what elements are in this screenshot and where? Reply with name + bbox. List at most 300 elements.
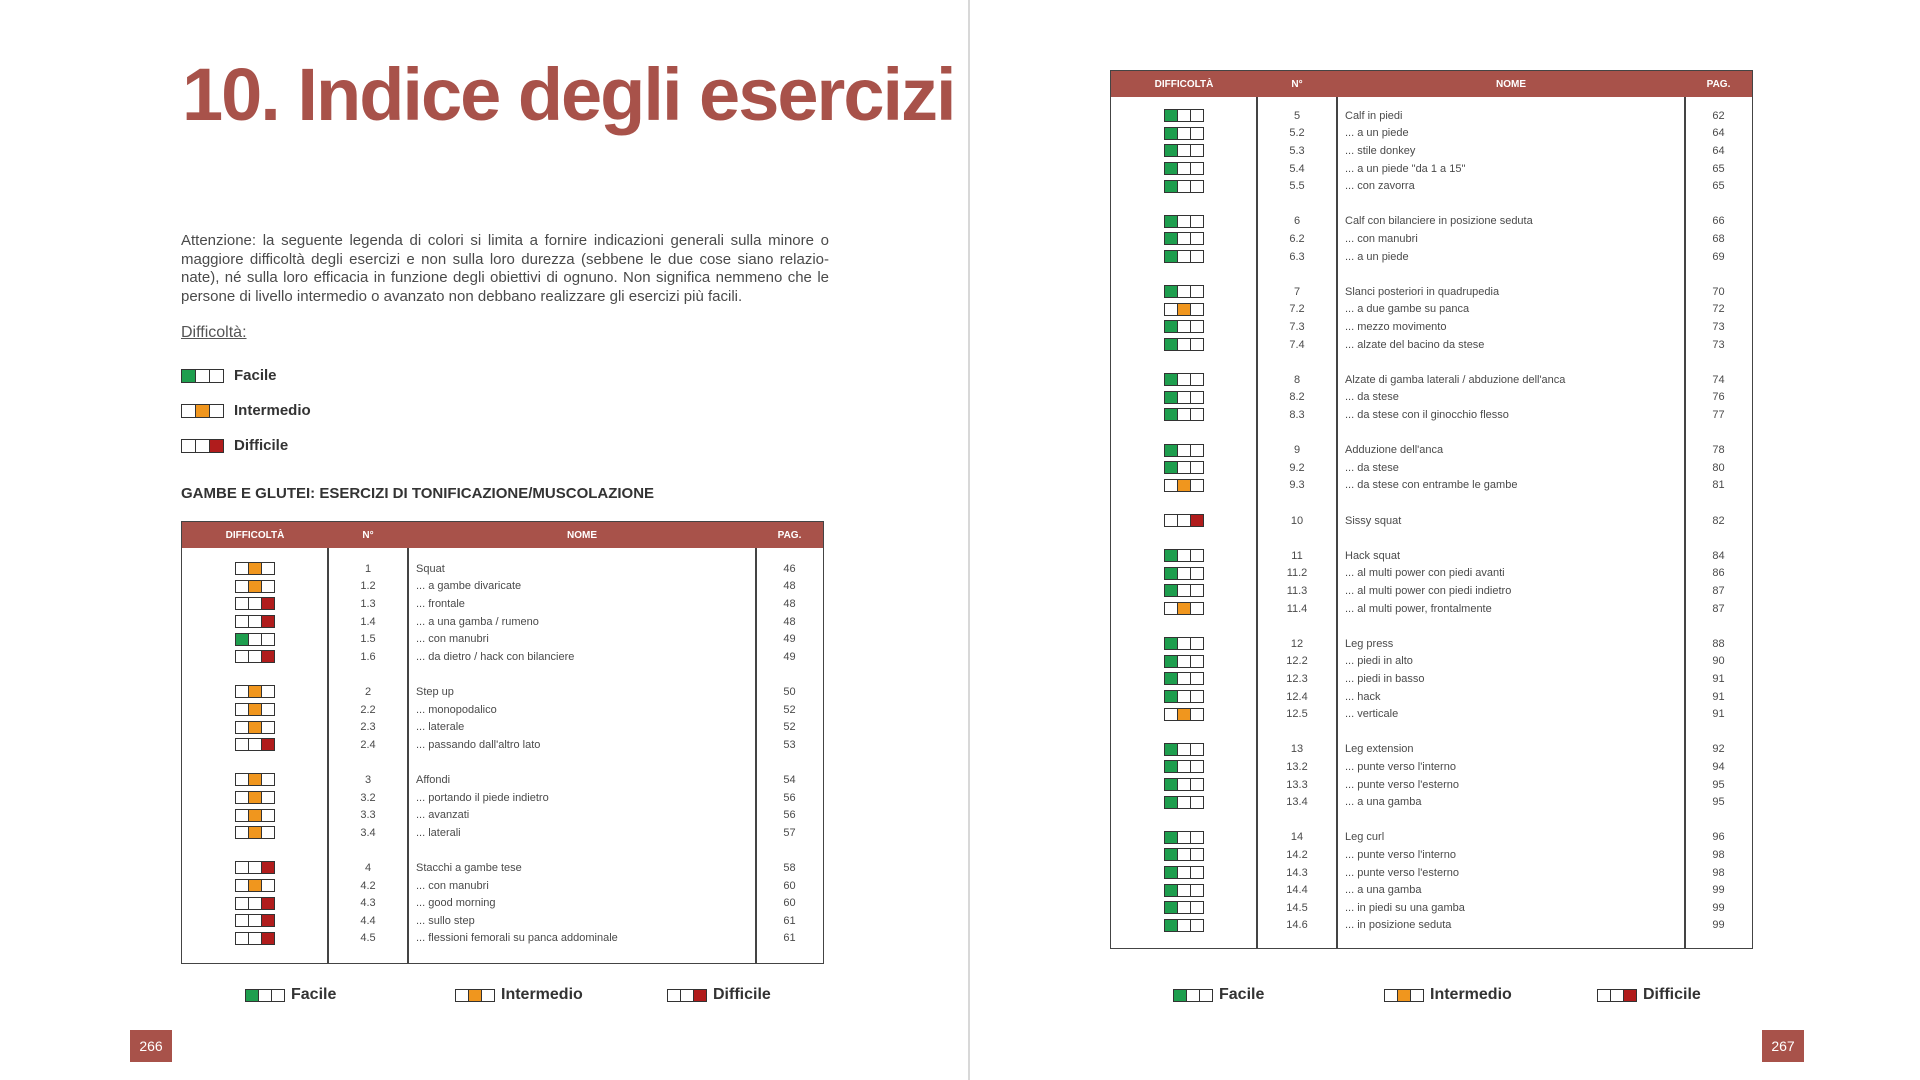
exercise-name: ... da stese	[1345, 461, 1399, 474]
difficulty-cell	[1111, 408, 1257, 421]
table-row	[1111, 600, 1752, 618]
difficulty-indicator	[1164, 444, 1204, 457]
difficulty-indicator	[235, 861, 275, 874]
table-header	[182, 522, 823, 548]
exercise-number: 6.3	[1289, 250, 1305, 263]
difficulty-indicator	[1164, 461, 1204, 474]
table-row	[182, 930, 823, 948]
difficulty-cell	[1111, 285, 1257, 298]
exercise-number: 13.2	[1286, 760, 1308, 773]
exercise-number: 5.3	[1289, 144, 1305, 157]
exercise-name: ... avanzati	[416, 809, 470, 822]
exercise-number: 12.4	[1286, 690, 1308, 703]
exercise-name: ... alzate del bacino da stese	[1345, 338, 1485, 351]
exercise-number: 1	[364, 562, 372, 575]
difficulty-cell	[1111, 479, 1257, 492]
exercise-page: 99	[1712, 884, 1725, 897]
table-row	[1111, 142, 1752, 160]
bottom-legend-intermedio-left	[455, 986, 583, 1004]
page-number-right: 267	[1762, 1030, 1804, 1062]
difficulty-cell	[182, 633, 328, 646]
table-row	[182, 771, 823, 789]
difficulty-cell	[182, 562, 328, 575]
table-row	[1111, 793, 1752, 811]
exercise-name: ... a un piede	[1345, 250, 1409, 263]
difficulty-cell	[182, 897, 328, 910]
difficulty-cell	[1111, 391, 1257, 404]
difficulty-indicator	[1164, 320, 1204, 333]
exercise-name: ... da stese	[1345, 391, 1399, 404]
difficulty-cell	[182, 791, 328, 804]
difficulty-cell	[1111, 250, 1257, 263]
intro-paragraph: Attenzione: la seguente legenda di colori si limita a fornire indicazioni generali sulla minore o maggiore difficoltà degli esercizi e non sulla loro durezza (sebbene le due cose siano relazio-nate), né sulla loro efficacia in funzione degli obiettivi di ognuno. Non significa nemmeno che le persone di livello intermedio o avanzato non debbano realizzare gli esercizi più facili.	[181, 232, 829, 305]
exercise-name: ... passando dall'altro lato	[416, 738, 541, 751]
exercise-page: 50	[783, 685, 796, 698]
exercise-page: 62	[1712, 109, 1725, 122]
header-difficulty: DIFFICOLTÀ	[1154, 78, 1214, 90]
exercise-number: 6.2	[1289, 232, 1305, 245]
header-page: PAG.	[777, 529, 802, 541]
table-row	[1111, 406, 1752, 424]
difficulty-indicator	[1164, 391, 1204, 404]
exercise-page: 98	[1712, 848, 1725, 861]
exercise-name: ... sullo step	[416, 914, 475, 927]
difficulty-indicator	[1164, 303, 1204, 316]
exercise-number: 11.2	[1286, 567, 1308, 580]
exercise-name: ... good morning	[416, 897, 496, 910]
exercise-page: 61	[783, 914, 796, 927]
difficulty-indicator	[235, 897, 275, 910]
exercise-number: 7.4	[1289, 338, 1305, 351]
exercise-name: Leg curl	[1345, 831, 1385, 844]
exercise-name: ... a una gamba	[1345, 796, 1422, 809]
table-row	[1111, 107, 1752, 125]
exercise-number: 1.2	[360, 580, 376, 593]
exercise-number: 14	[1290, 831, 1304, 844]
difficulty-indicator	[235, 738, 275, 751]
difficulty-cell	[182, 861, 328, 874]
difficulty-cell	[1111, 303, 1257, 316]
exercise-name: ... al multi power con piedi avanti	[1345, 567, 1505, 580]
exercise-page: 57	[783, 826, 796, 839]
table-row	[1111, 582, 1752, 600]
table-row	[182, 877, 823, 895]
exercise-page: 88	[1712, 637, 1725, 650]
table-row	[1111, 758, 1752, 776]
exercise-name: Calf con bilanciere in posizione seduta	[1345, 215, 1533, 228]
table-row	[1111, 670, 1752, 688]
difficulty-cell	[182, 703, 328, 716]
difficulty-cell	[1111, 215, 1257, 228]
difficulty-indicator	[235, 914, 275, 927]
difficulty-cell	[182, 738, 328, 751]
difficulty-cell	[182, 685, 328, 698]
exercise-name: Leg press	[1345, 637, 1394, 650]
table-row	[182, 683, 823, 701]
difficulty-indicator	[1164, 144, 1204, 157]
exercise-number: 3	[364, 773, 372, 786]
table-header	[1111, 71, 1752, 97]
exercise-number: 1.5	[360, 633, 376, 646]
exercise-page: 99	[1712, 919, 1725, 932]
exercise-number: 7.3	[1289, 320, 1305, 333]
exercise-page: 46	[783, 562, 796, 575]
exercise-name: Hack squat	[1345, 549, 1401, 562]
exercise-name: ... con manubri	[416, 879, 489, 892]
difficulty-cell	[1111, 778, 1257, 791]
difficulty-cell	[182, 914, 328, 927]
difficulty-indicator	[1164, 602, 1204, 615]
difficulty-indicator	[1164, 760, 1204, 773]
difficulty-indicator	[1164, 250, 1204, 263]
header-number: N°	[1291, 78, 1303, 90]
exercise-number: 4.5	[360, 932, 376, 945]
exercise-name: ... hack	[1345, 690, 1381, 703]
table-row	[1111, 336, 1752, 354]
difficulty-indicator	[235, 826, 275, 839]
exercise-page: 64	[1712, 127, 1725, 140]
exercise-page: 48	[783, 615, 796, 628]
difficulty-cell	[1111, 162, 1257, 175]
exercise-name: ... da stese con il ginocchio flesso	[1345, 408, 1509, 421]
exercise-page: 66	[1712, 215, 1725, 228]
exercise-page: 81	[1712, 479, 1725, 492]
exercise-name: ... a due gambe su panca	[1345, 303, 1470, 316]
legend-label: Intermedio	[501, 986, 583, 1003]
exercise-name: ... a un piede	[1345, 127, 1409, 140]
difficulty-cell	[182, 597, 328, 610]
table-row	[182, 736, 823, 754]
table-row	[182, 648, 823, 666]
legend-label: Difficile	[1643, 986, 1701, 1003]
difficulty-indicator	[1164, 373, 1204, 386]
difficulty-indicator	[235, 580, 275, 593]
exercise-number: 13.4	[1286, 796, 1308, 809]
exercise-number: 12.3	[1286, 672, 1308, 685]
page-title: 10. Indice degli esercizi	[182, 53, 955, 136]
exercise-page: 77	[1712, 408, 1725, 421]
legend-item-intermedio	[181, 393, 311, 428]
table-row	[1111, 125, 1752, 143]
exercise-number: 3.3	[360, 809, 376, 822]
exercise-page: 54	[783, 773, 796, 786]
difficulty-indicator	[1164, 285, 1204, 298]
exercise-name: Squat	[416, 562, 445, 575]
exercise-name: ... da dietro / hack con bilanciere	[416, 650, 575, 663]
table-row	[1111, 230, 1752, 248]
difficulty-indicator	[245, 989, 285, 1002]
exercise-name: ... mezzo movimento	[1345, 320, 1447, 333]
exercise-page: 52	[783, 703, 796, 716]
exercise-name: Alzate di gamba laterali / abduzione dell'anca	[1345, 373, 1566, 386]
table-row	[1111, 881, 1752, 899]
difficulty-indicator	[235, 721, 275, 734]
exercise-number: 8	[1293, 373, 1301, 386]
difficulty-cell	[1111, 444, 1257, 457]
exercise-number: 13	[1290, 743, 1304, 756]
exercise-number: 12	[1290, 637, 1304, 650]
exercise-page: 73	[1712, 320, 1725, 333]
exercise-number: 2.2	[360, 703, 376, 716]
exercise-page: 52	[783, 721, 796, 734]
exercise-name: ... con manubri	[1345, 232, 1418, 245]
exercise-number: 2.4	[360, 738, 376, 751]
exercise-name: Slanci posteriori in quadrupedia	[1345, 285, 1500, 298]
exercise-page: 80	[1712, 461, 1725, 474]
exercise-name: ... verticale	[1345, 708, 1399, 721]
difficulty-cell	[182, 650, 328, 663]
exercise-page: 65	[1712, 180, 1725, 193]
exercise-number: 3.4	[360, 826, 376, 839]
exercise-name: Adduzione dell'anca	[1345, 444, 1444, 457]
exercise-page: 87	[1712, 584, 1725, 597]
exercise-number: 10	[1290, 514, 1304, 527]
section-title: GAMBE E GLUTEI: ESERCIZI DI TONIFICAZIONE/MUSCOLAZIONE	[181, 485, 655, 502]
difficulty-cell	[1111, 901, 1257, 914]
difficulty-indicator	[1164, 180, 1204, 193]
difficulty-indicator	[1164, 338, 1204, 351]
exercise-name: ... punte verso l'interno	[1345, 848, 1456, 861]
exercise-name: ... con zavorra	[1345, 180, 1415, 193]
difficulty-indicator	[1384, 989, 1424, 1002]
exercise-page: 91	[1712, 690, 1725, 703]
table-row	[1111, 864, 1752, 882]
exercise-page: 84	[1712, 549, 1725, 562]
table-row	[1111, 389, 1752, 407]
bottom-legend-intermedio-right	[1384, 986, 1512, 1004]
table-row	[1111, 301, 1752, 319]
difficulty-indicator	[1164, 901, 1204, 914]
difficulty-cell	[1111, 602, 1257, 615]
difficulty-indicator	[1164, 690, 1204, 703]
exercise-name: Step up	[416, 685, 454, 698]
exercise-page: 94	[1712, 760, 1725, 773]
difficulty-indicator	[235, 633, 275, 646]
legend-label: Facile	[234, 367, 277, 384]
exercise-number: 14.4	[1286, 884, 1308, 897]
difficulty-cell	[1111, 919, 1257, 932]
exercise-page: 49	[783, 633, 796, 646]
exercise-number: 1.4	[360, 615, 376, 628]
exercise-page: 56	[783, 809, 796, 822]
exercise-number: 12.2	[1286, 655, 1308, 668]
difficulty-heading: Difficoltà:	[181, 324, 247, 341]
exercise-page: 49	[783, 650, 796, 663]
difficulty-cell	[1111, 320, 1257, 333]
exercise-name: ... portando il piede indietro	[416, 791, 549, 804]
difficulty-indicator	[1164, 708, 1204, 721]
exercise-name: ... punte verso l'interno	[1345, 760, 1456, 773]
difficulty-indicator	[1164, 584, 1204, 597]
exercise-name: Affondi	[416, 773, 451, 786]
exercise-table-right	[1110, 70, 1753, 949]
exercise-number: 5.5	[1289, 180, 1305, 193]
exercise-page: 91	[1712, 672, 1725, 685]
exercise-number: 12.5	[1286, 708, 1308, 721]
difficulty-cell	[1111, 373, 1257, 386]
exercise-number: 4	[364, 861, 372, 874]
exercise-page: 87	[1712, 602, 1725, 615]
table-row	[182, 859, 823, 877]
exercise-number: 14.6	[1286, 919, 1308, 932]
difficulty-cell	[1111, 232, 1257, 245]
exercise-name: Leg extension	[1345, 743, 1414, 756]
legend-label: Facile	[291, 986, 337, 1003]
difficulty-indicator	[1164, 919, 1204, 932]
exercise-number: 9.3	[1289, 479, 1305, 492]
table-row	[1111, 248, 1752, 266]
page-number-left: 266	[130, 1030, 172, 1062]
table-row	[1111, 688, 1752, 706]
exercise-number: 11.4	[1286, 602, 1308, 615]
difficulty-indicator	[1164, 655, 1204, 668]
exercise-number: 11.3	[1286, 584, 1308, 597]
difficulty-indicator	[1164, 162, 1204, 175]
difficulty-indicator	[1164, 637, 1204, 650]
table-row	[1111, 318, 1752, 336]
exercise-name: ... punte verso l'esterno	[1345, 866, 1459, 879]
table-row	[182, 595, 823, 613]
table-row	[1111, 776, 1752, 794]
difficulty-indicator	[1164, 672, 1204, 685]
exercise-name: ... in piedi su una gamba	[1345, 901, 1465, 914]
difficulty-indicator	[1164, 514, 1204, 527]
header-number: N°	[362, 529, 374, 541]
difficulty-indicator	[235, 879, 275, 892]
bottom-legend-difficile-right	[1597, 986, 1701, 1004]
table-row	[1111, 846, 1752, 864]
difficulty-cell	[1111, 848, 1257, 861]
exercise-page: 86	[1712, 567, 1725, 580]
header-page: PAG.	[1706, 78, 1731, 90]
difficulty-indicator	[235, 791, 275, 804]
table-row	[182, 701, 823, 719]
table-row	[1111, 547, 1752, 565]
table-row	[1111, 565, 1752, 583]
exercise-table-left	[181, 521, 824, 964]
table-row	[1111, 653, 1752, 671]
difficulty-cell	[1111, 461, 1257, 474]
exercise-page: 82	[1712, 514, 1725, 527]
difficulty-indicator	[181, 369, 224, 383]
table-row	[182, 894, 823, 912]
bottom-legend-facile-right	[1173, 986, 1264, 1004]
legend-label: Intermedio	[234, 402, 311, 419]
table-row	[1111, 917, 1752, 935]
bottom-legend-facile-left	[245, 986, 336, 1004]
exercise-number: 1.3	[360, 597, 376, 610]
difficulty-cell	[182, 826, 328, 839]
exercise-page: 64	[1712, 144, 1725, 157]
difficulty-cell	[182, 773, 328, 786]
table-row	[1111, 160, 1752, 178]
exercise-page: 90	[1712, 655, 1725, 668]
exercise-page: 98	[1712, 866, 1725, 879]
exercise-page: 92	[1712, 743, 1725, 756]
exercise-page: 60	[783, 879, 796, 892]
table-row	[1111, 741, 1752, 759]
exercise-page: 95	[1712, 778, 1725, 791]
difficulty-indicator	[1164, 127, 1204, 140]
exercise-name: ... punte verso l'esterno	[1345, 778, 1459, 791]
difficulty-indicator	[1597, 989, 1637, 1002]
exercise-page: 95	[1712, 796, 1725, 809]
difficulty-indicator	[235, 562, 275, 575]
legend-label: Difficile	[713, 986, 771, 1003]
difficulty-cell	[1111, 831, 1257, 844]
exercise-page: 58	[783, 861, 796, 874]
difficulty-indicator	[667, 989, 707, 1002]
exercise-page: 69	[1712, 250, 1725, 263]
exercise-name: Sissy squat	[1345, 514, 1402, 527]
table-row	[1111, 477, 1752, 495]
difficulty-indicator	[235, 685, 275, 698]
book-spine	[968, 0, 970, 1080]
difficulty-cell	[1111, 760, 1257, 773]
exercise-name: ... a una gamba / rumeno	[416, 615, 539, 628]
exercise-page: 53	[783, 738, 796, 751]
difficulty-cell	[1111, 743, 1257, 756]
table-row	[182, 789, 823, 807]
exercise-page: 73	[1712, 338, 1725, 351]
table-row	[1111, 635, 1752, 653]
difficulty-indicator	[235, 597, 275, 610]
exercise-name: Calf in piedi	[1345, 109, 1403, 122]
difficulty-cell	[182, 809, 328, 822]
difficulty-indicator	[181, 404, 224, 418]
table-row	[182, 630, 823, 648]
table-row	[182, 578, 823, 596]
exercise-number: 14.2	[1286, 848, 1308, 861]
exercise-name: ... laterali	[416, 826, 461, 839]
exercise-page: 60	[783, 897, 796, 910]
difficulty-cell	[182, 721, 328, 734]
table-row	[1111, 371, 1752, 389]
exercise-number: 14.5	[1286, 901, 1308, 914]
difficulty-cell	[1111, 514, 1257, 527]
exercise-number: 5.2	[1289, 127, 1305, 140]
difficulty-indicator	[1164, 109, 1204, 122]
table-row	[1111, 177, 1752, 195]
header-difficulty: DIFFICOLTÀ	[225, 529, 285, 541]
exercise-name: ... al multi power, frontalmente	[1345, 602, 1492, 615]
difficulty-indicator	[235, 615, 275, 628]
difficulty-legend	[181, 358, 311, 463]
difficulty-indicator	[181, 439, 224, 453]
exercise-name: ... monopodalico	[416, 703, 497, 716]
table-row	[1111, 512, 1752, 530]
table-row	[182, 806, 823, 824]
difficulty-indicator	[1164, 408, 1204, 421]
exercise-name: ... in posizione seduta	[1345, 919, 1452, 932]
table-row	[1111, 829, 1752, 847]
table-row	[182, 613, 823, 631]
difficulty-cell	[1111, 672, 1257, 685]
exercise-name: ... a una gamba	[1345, 884, 1422, 897]
difficulty-indicator	[1164, 215, 1204, 228]
difficulty-indicator	[1164, 866, 1204, 879]
difficulty-indicator	[1164, 848, 1204, 861]
exercise-number: 7	[1293, 285, 1301, 298]
difficulty-cell	[1111, 127, 1257, 140]
exercise-number: 14.3	[1286, 866, 1308, 879]
exercise-number: 11	[1291, 549, 1303, 562]
exercise-page: 48	[783, 597, 796, 610]
difficulty-indicator	[1164, 743, 1204, 756]
difficulty-indicator	[1164, 831, 1204, 844]
exercise-page: 76	[1712, 391, 1725, 404]
exercise-page: 70	[1712, 285, 1725, 298]
